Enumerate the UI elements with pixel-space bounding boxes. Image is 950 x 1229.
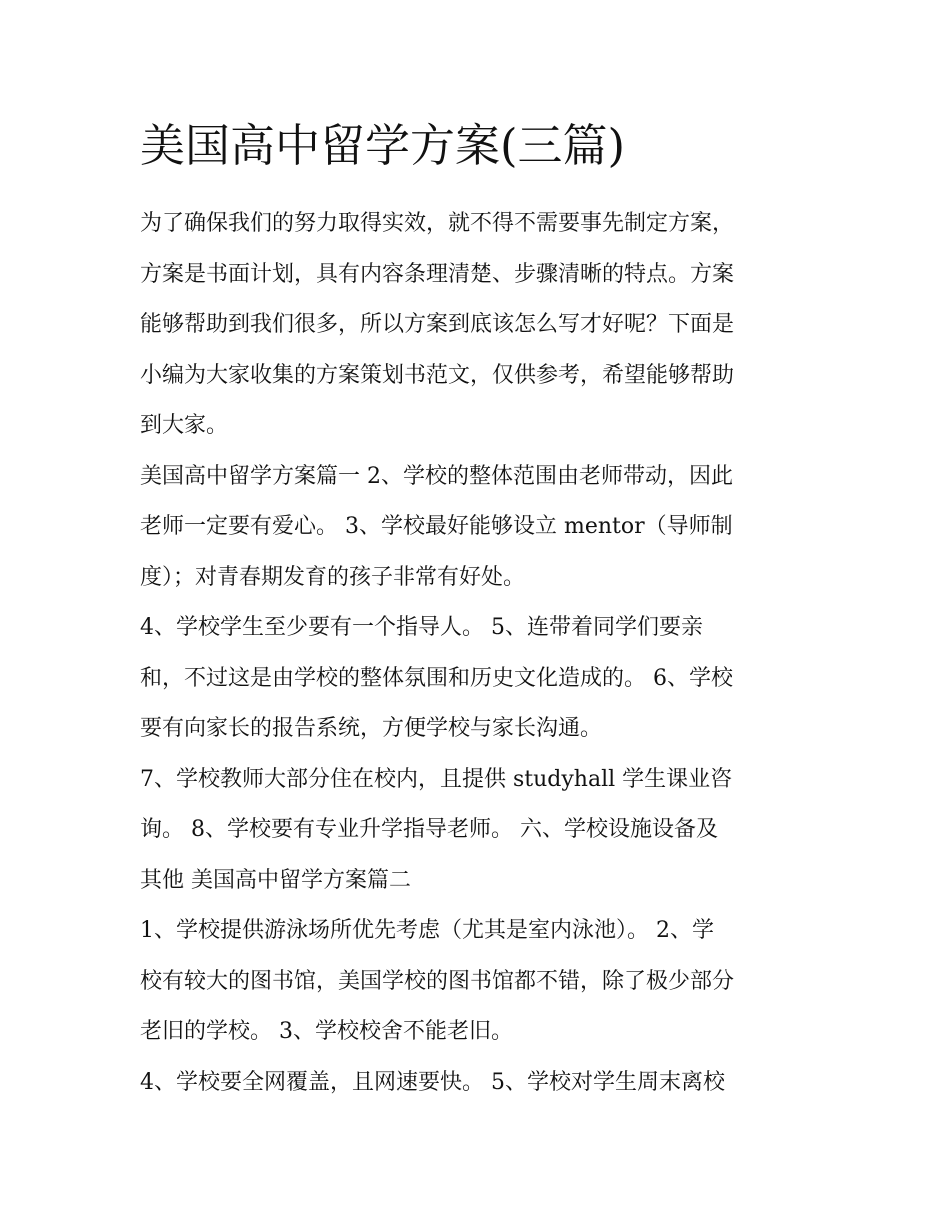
paragraph-plan-two-items-1-3 <box>140 906 830 1058</box>
text-line: 能够帮助到我们很多，所以方案到底该怎么写才好呢？下面是 <box>140 312 735 337</box>
text-line: 到大家。 <box>140 413 229 438</box>
text-line: 老旧的学校。 3、学校校舍不能老旧。 <box>140 1019 513 1044</box>
text-line: 方案是书面计划，具有内容条理清楚、步骤清晰的特点。方案 <box>140 261 735 287</box>
text-line: 和，不过这是由学校的整体氛围和历史文化造成的。 6、学校 <box>140 665 733 691</box>
document-body <box>140 199 830 1108</box>
text-line: 小编为大家收集的方案策划书范文，仅供参考，希望能够帮助 <box>140 362 735 388</box>
paragraph-intro <box>140 199 830 452</box>
text-line: 要有向家长的报告系统，方便学校与家长沟通。 <box>140 716 603 741</box>
text-line: 1、学校提供游泳场所优先考虑（尤其是室内泳池）。 2、学 <box>140 918 714 943</box>
text-line: 为了确保我们的努力取得实效，就不得不需要事先制定方案， <box>140 211 735 236</box>
text-line: 校有较大的图书馆，美国学校的图书馆都不错，除了极少部分 <box>140 968 735 994</box>
paragraph-items-4-5 <box>140 1058 830 1109</box>
text-line: 4、学校要全网覆盖，且网速要快。 5、学校对学生周末离校 <box>140 1069 725 1095</box>
paragraph-plan-one <box>140 452 830 604</box>
text-line: 老师一定要有爱心。 3、学校最好能够设立 mentor（导师制 <box>140 514 733 539</box>
text-line: 7、学校教师大部分住在校内，且提供 studyhall 学生课业咨 <box>140 766 733 792</box>
text-line: 4、学校学生至少要有一个指导人。 5、连带着同学们要亲 <box>140 615 703 640</box>
text-line: 美国高中留学方案篇一 2、学校的整体范围由老师带动，因此 <box>140 463 733 489</box>
paragraph-items-7-8 <box>140 755 830 907</box>
text-line: 其他 美国高中留学方案篇二 <box>140 867 411 893</box>
document-title: 美国高中留学方案(三篇) <box>140 119 626 172</box>
paragraph-items-4-6 <box>140 603 830 755</box>
text-line: 度）；对青春期发育的孩子非常有好处。 <box>140 564 526 590</box>
text-line: 询。 8、学校要有专业升学指导老师。 六、学校设施设备及 <box>140 817 718 842</box>
